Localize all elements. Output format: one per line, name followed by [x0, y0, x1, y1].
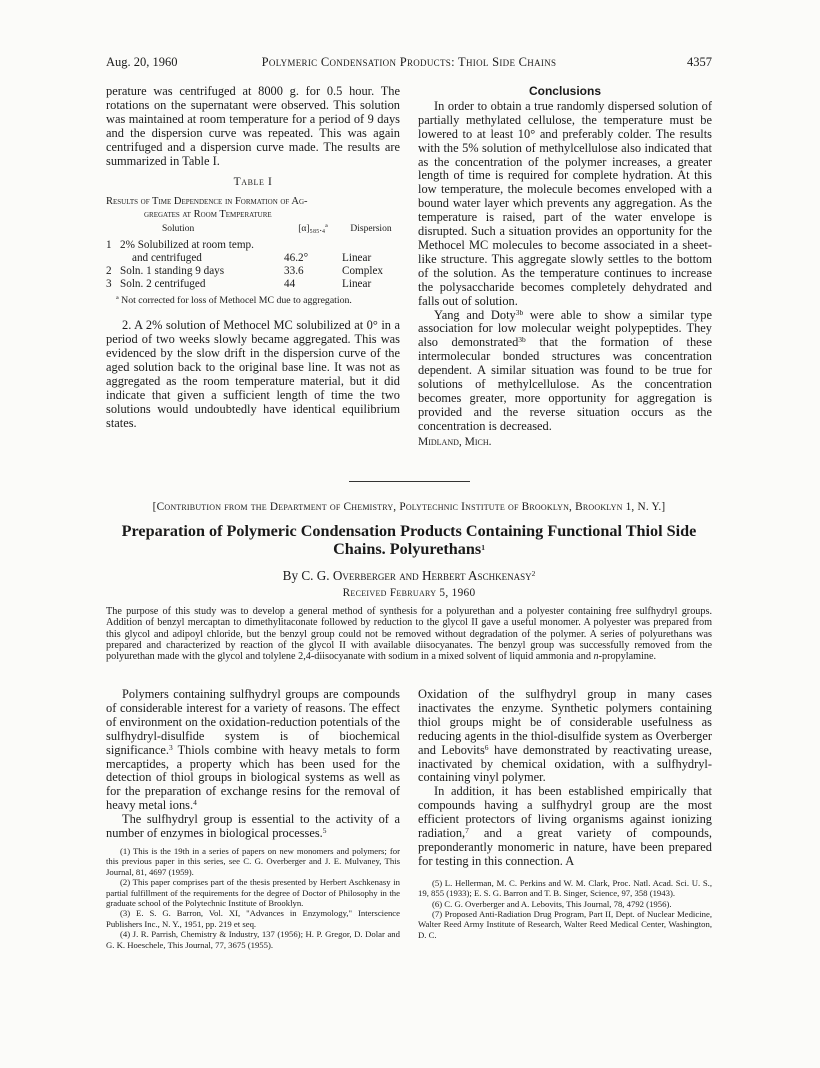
table-row: 1 2% Solubilized at room temp.	[106, 239, 254, 252]
author: Herbert Aschkenasy	[421, 568, 532, 583]
section-divider	[349, 481, 470, 482]
footnote: (1) This is the 19th in a series of papers on new monomers and polymers; for this previous paper in this series, see C. G. Overberger and J. E. Mulvaney, This Journal, 81, 4697 (1959).	[106, 845, 400, 877]
footnote: (4) J. R. Parrish, Chemistry & Industry, 137 (1956); H. P. Gregor, D. Dolar and G. K. Hoeschele, This Journal, 77, 3675 (1955).	[106, 929, 400, 950]
footnote: (3) E. S. G. Barron, Vol. XI, "Advances in Enzymology," Interscience Publishers Inc., N. Y., 1951, pp. 219 et seq.	[106, 908, 400, 929]
col-rotation: [α]₅₈₅.₄ª	[298, 224, 328, 235]
header-title: Polymeric Condensation Products: Thiol Side Chains	[261, 55, 557, 69]
footnote: (7) Proposed Anti-Radiation Drug Program, Part II, Dept. of Nuclear Medicine, Walter Reed Army Institute of Research, Walter Reed Medical Center, Washington, D. C.	[418, 909, 712, 940]
footnote: (5) L. Hellerman, M. C. Perkins and W. M. Clark, Proc. Natl. Acad. Sci. U. S., 19, 855 (1933); E. S. G. Barron and T. B. Singer, Science, 97, 358 (1943).	[418, 877, 712, 899]
footnote: (6) C. G. Overberger and A. Lebovits, This Journal, 78, 4792 (1956).	[432, 898, 672, 909]
article-title: Preparation of Polymeric Condensation Products Containing Functional Thiol Side Chains. Polyurethans$^1$	[121, 522, 697, 558]
abstract: The purpose of this study was to develop a general method of synthesis for a polyurethan and a polyester containing free sulfhydryl groups. Addition of benzyl mercaptan to dimethylitaconate followed by reduction to the glycol II gave a useful monomer. A polyester was prepared from this glycol and adipoyl chloride, but the benzyl group could not be removed without degradation of the polymer. A series of polyurethans was prepared and characterized by reaction of the glycol II with available diisocyanates. The benzyl group was successfully removed from the polyurethan made with the glycol and tolylene 2,4-diisocyanate with sodium in a mixed solvent of liquid ammonia and n-propylamine.	[106, 606, 712, 663]
running-header	[106, 55, 712, 71]
right-column-bottom	[418, 688, 712, 940]
col-solution: Solution	[162, 224, 195, 235]
footnotes	[418, 878, 712, 940]
table-row: 2 Soln. 1 standing 9 days 33.6 Complex	[106, 265, 384, 278]
paragraph: perature was centrifuged at 8000 g. for 0.5 hour. The rotations on the supernatant were observed. This solution was maintained at room temperature for a period of 9 days and the dispersion curve was repeated. This was again centrifuged and a dispersion curve made. The results are summarized in Table I.	[106, 84, 400, 168]
contribution-line: [Contribution from the Department of Chemistry, Polytechnic Institute of Brooklyn, Brooklyn 1, N. Y.]	[152, 501, 666, 513]
footnotes	[106, 846, 400, 950]
right-column-top	[418, 85, 712, 450]
received-date: Received February 5, 1960	[342, 587, 476, 599]
left-column-bottom	[106, 688, 400, 950]
paragraph: In addition, it has been established empirically that compounds having a sulfhydryl group are the most efficient protectors of living organisms against ionizing radiation,$^7$ and a great variety of compounds, preponderantly monomeric in nature, have been prepared for testing in this connection. A	[418, 784, 712, 868]
paragraph: In order to obtain a true randomly dispersed solution of partially methylated cellulose, the temperature must be lowered to at least 10° and preferably colder. The results with the 5% solution of methylcellulose also indicated that as the concentration of the polymer increases, a greater length of time is required for complete hydration. At this low temperature, the molecule becomes enveloped with a bound water layer which prevents any aggregation. As the temperature is raised, part of the water envelope is disrupted. Such a situation provides an opportunity for the Methocel MC molecules to become associated in a sheet-like structure. This aggregate slowly settles to the bottom of the solution. As the temperature continues to increase the polysaccharide becomes completely dehydrated and falls out of solution.	[418, 98, 712, 308]
results-table	[106, 223, 400, 291]
author: C. G. Overberger	[301, 568, 396, 583]
table-title: Table I	[233, 176, 273, 189]
table-caption-line2: gregates at Room Temperature	[144, 208, 272, 220]
table-row: and centrifuged 46.2° Linear	[132, 252, 372, 265]
byline: By C. G. Overberger and Herbert Aschkenasy$^2$	[282, 568, 536, 583]
paragraph: Yang and Doty$^{3b}$ were able to show a similar type association for low molecular weight polypeptides. They also demonstrated$^{3b}$ that the formation of these intermolecular bonded structures was concentration dependent. A similar situation was found to be true for solutions of methylcellulose. As the concentration becomes greater, more opportunity for aggregation is provided and the reverse situation occurs as the concentration is decreased.	[418, 307, 712, 433]
table-footnote: ª Not corrected for loss of Methocel MC due to aggregation.	[116, 295, 352, 307]
paragraph: 2. A 2% solution of Methocel MC solubilized at 0° in a period of two weeks slowly became aggregated. This was evidenced by the slow drift in the dispersion curve of the aged solution back to the original base line. It was not as aggregated as the room temperature material, but it did indicate that given a sufficient length of time the two solutions would undoubtedly have identical equilibrium states.	[106, 318, 400, 430]
page-number: 4357	[687, 55, 712, 69]
section-heading: Conclusions	[528, 84, 601, 98]
paragraph: The sulfhydryl group is essential to the activity of a number of enzymes in biological processes.$^5$	[106, 812, 400, 841]
col-dispersion: Dispersion	[350, 224, 392, 235]
footnote: (2) This paper comprises part of the thesis presented by Herbert Aschkenasy in partial fulfillment of the requirements for the degree of Doctor of Philosophy in the graduate school of the Polytechnic Institute of Brooklyn.	[106, 877, 400, 908]
left-column-top	[106, 85, 400, 431]
signature-location: Midland, Mich.	[418, 435, 492, 448]
paragraph: Oxidation of the sulfhydryl group in many cases inactivates the enzyme. Synthetic polymers containing thiol groups might be of considerable usefulness as reducing agents in the thiol-disulfide system as Overberger and Lebovits$^6$ have demonstrated by reactivating urease, inactivated by chemical oxidation, with a sulfhydryl-containing vinyl polymer.	[418, 687, 712, 785]
table-row: 3 Soln. 2 centrifuged 44 Linear	[106, 278, 372, 291]
table-caption-line1: Results of Time Dependence in Formation of Ag-	[106, 196, 308, 208]
header-date: Aug. 20, 1960	[106, 55, 178, 69]
table-header-row	[106, 223, 400, 239]
paragraph: Polymers containing sulfhydryl groups are compounds of considerable interest for a variety of reasons. The effect of environment on the oxidation-reduction potentials of the sulfhydryl-disulfide system is of biochemical significance.$^3$ Thiols combine with heavy metals to form mercaptides, a property which has been used for the detection of thiol groups in biological systems as well as for the preparation of exchange resins for the removal of heavy metal ions.$^4$	[106, 687, 400, 813]
